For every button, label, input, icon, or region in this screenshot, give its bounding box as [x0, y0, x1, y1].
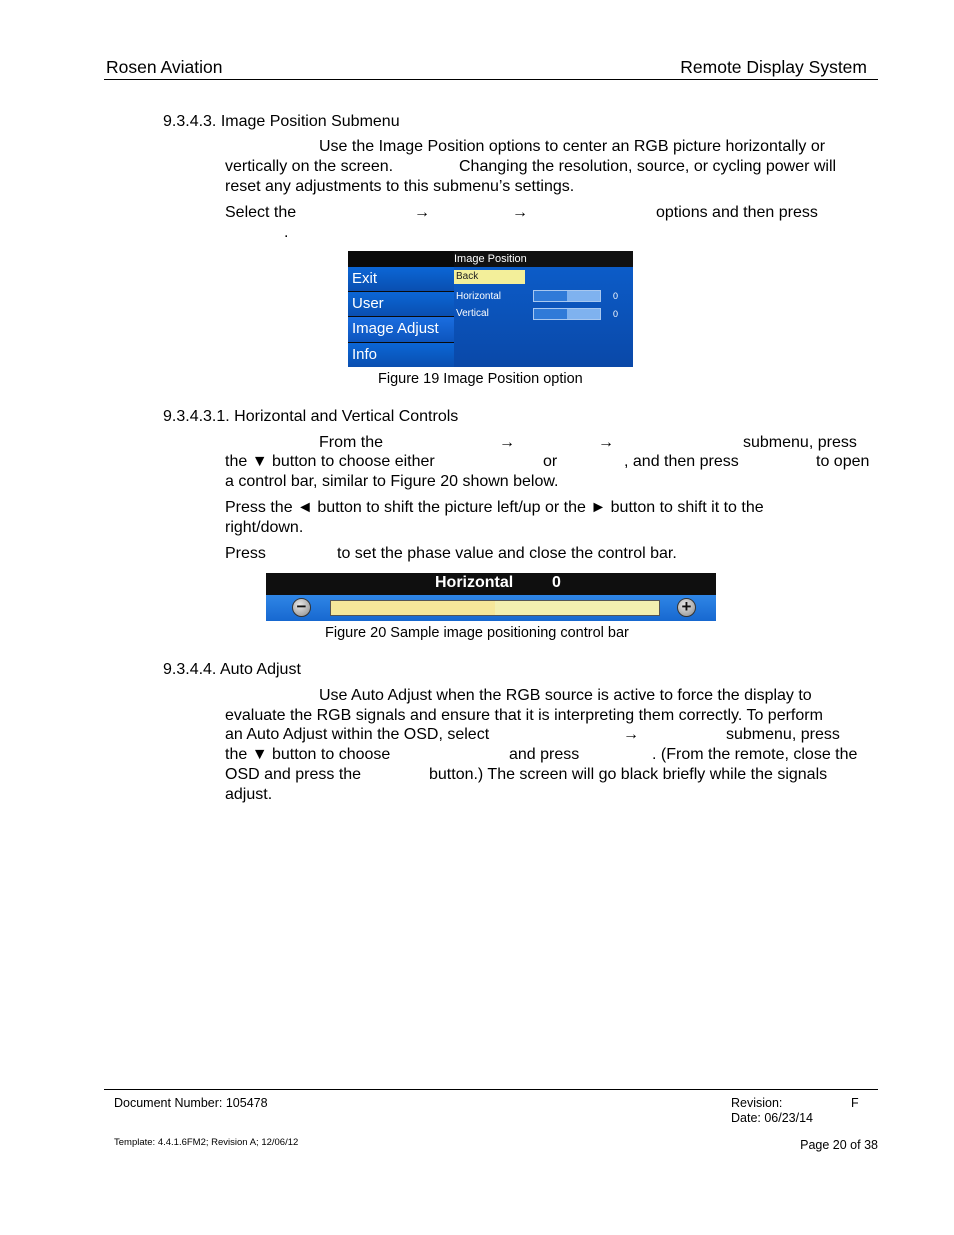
option-horizontal: Horizontal	[456, 291, 502, 302]
paragraph-line: Press the ◄ button to shift the picture left/up or the ► button to shift it to the	[225, 499, 764, 516]
footer-rule	[104, 1089, 878, 1090]
arrow-icon: →	[512, 204, 528, 221]
figure-control-bar	[266, 573, 716, 621]
paragraph-line: .	[284, 224, 289, 241]
paragraph-line: , and then press	[624, 453, 739, 470]
paragraph-line: to set the phase value and close the control bar.	[337, 545, 677, 562]
control-bar-track	[330, 600, 660, 616]
header-right: Remote Display System	[680, 57, 867, 77]
figure-image-position-menu	[348, 251, 633, 367]
paragraph-line: Select the	[225, 204, 297, 221]
paragraph-line: Changing the resolution, source, or cycling power will	[459, 158, 837, 175]
paragraph-line: Use Auto Adjust when the RGB source is active to force the display to	[319, 687, 812, 704]
paragraph-line: and press	[509, 746, 580, 763]
paragraph-line: options and then press	[656, 204, 818, 221]
paragraph-line: From the	[319, 434, 384, 451]
paragraph-line: button.) The screen will go black briefly while the signals	[429, 766, 828, 783]
slider-fill	[534, 291, 567, 301]
vertical-value: 0	[613, 309, 619, 319]
paragraph-line: or	[543, 453, 558, 470]
paragraph-line: Press	[225, 545, 266, 562]
control-bar-body	[266, 595, 716, 621]
paragraph-line: evaluate the RGB signals and ensure that it is interpreting them correctly. To perform	[225, 707, 823, 724]
paragraph-line: vertically on the screen.	[225, 158, 394, 175]
option-back: Back	[454, 270, 525, 284]
figure-caption: Figure 19 Image Position option	[378, 371, 583, 387]
arrow-icon: →	[623, 726, 639, 743]
document-number: Document Number: 105478	[114, 1096, 268, 1110]
slider-fill	[534, 309, 567, 319]
pane-title: Image Position	[454, 251, 633, 267]
arrow-icon: →	[499, 434, 515, 451]
page-number: Page 20 of 38	[800, 1138, 878, 1152]
paragraph-line: . (From the remote, close the	[652, 746, 858, 763]
revision-value: F	[851, 1096, 859, 1110]
menu-item-user: User	[348, 292, 454, 316]
paragraph-line: submenu, press	[726, 726, 840, 743]
menu-item-info: Info	[348, 343, 454, 367]
template-info: Template: 4.4.1.6FM2; Revision A; 12/06/12	[114, 1137, 299, 1148]
paragraph-line: submenu, press	[743, 434, 857, 451]
paragraph-line: a control bar, similar to Figure 20 shown below.	[225, 473, 559, 490]
arrow-icon: →	[414, 204, 430, 221]
option-vertical: Vertical	[456, 308, 489, 319]
section-heading-horizontal-vertical: 9.3.4.3.1. Horizontal and Vertical Controls	[163, 408, 459, 425]
paragraph-line: the ▼ button to choose either	[225, 453, 435, 470]
paragraph-line: Use the Image Position options to center an RGB picture horizontally or	[319, 138, 826, 155]
paragraph-line: adjust.	[225, 786, 273, 803]
control-bar-fill	[331, 601, 495, 615]
paragraph-line: reset any adjustments to this submenu’s settings.	[225, 178, 575, 195]
horizontal-value: 0	[613, 291, 619, 301]
horizontal-slider	[533, 290, 601, 302]
paragraph-line: the ▼ button to choose	[225, 746, 391, 763]
vertical-slider	[533, 308, 601, 320]
menu-item-exit: Exit	[348, 267, 454, 291]
paragraph-line: right/down.	[225, 519, 304, 536]
section-heading-image-position: 9.3.4.3. Image Position Submenu	[163, 113, 400, 130]
header-rule	[104, 79, 878, 80]
section-heading-auto-adjust: 9.3.4.4. Auto Adjust	[163, 661, 301, 678]
control-bar-value: 0	[552, 574, 561, 591]
plus-icon: +	[677, 598, 696, 617]
minus-icon: −	[292, 598, 311, 617]
control-bar-title: Horizontal	[435, 574, 514, 591]
figure-caption: Figure 20 Sample image positioning control bar	[325, 625, 629, 641]
revision-label: Revision:	[731, 1096, 783, 1110]
paragraph-line: to open	[816, 453, 870, 470]
paragraph-line: OSD and press the	[225, 766, 362, 783]
arrow-icon: →	[598, 434, 614, 451]
header-left: Rosen Aviation	[106, 57, 223, 77]
menu-item-image-adjust: Image Adjust	[348, 317, 454, 342]
document-date: Date: 06/23/14	[731, 1111, 814, 1125]
paragraph-line: an Auto Adjust within the OSD, select	[225, 726, 490, 743]
